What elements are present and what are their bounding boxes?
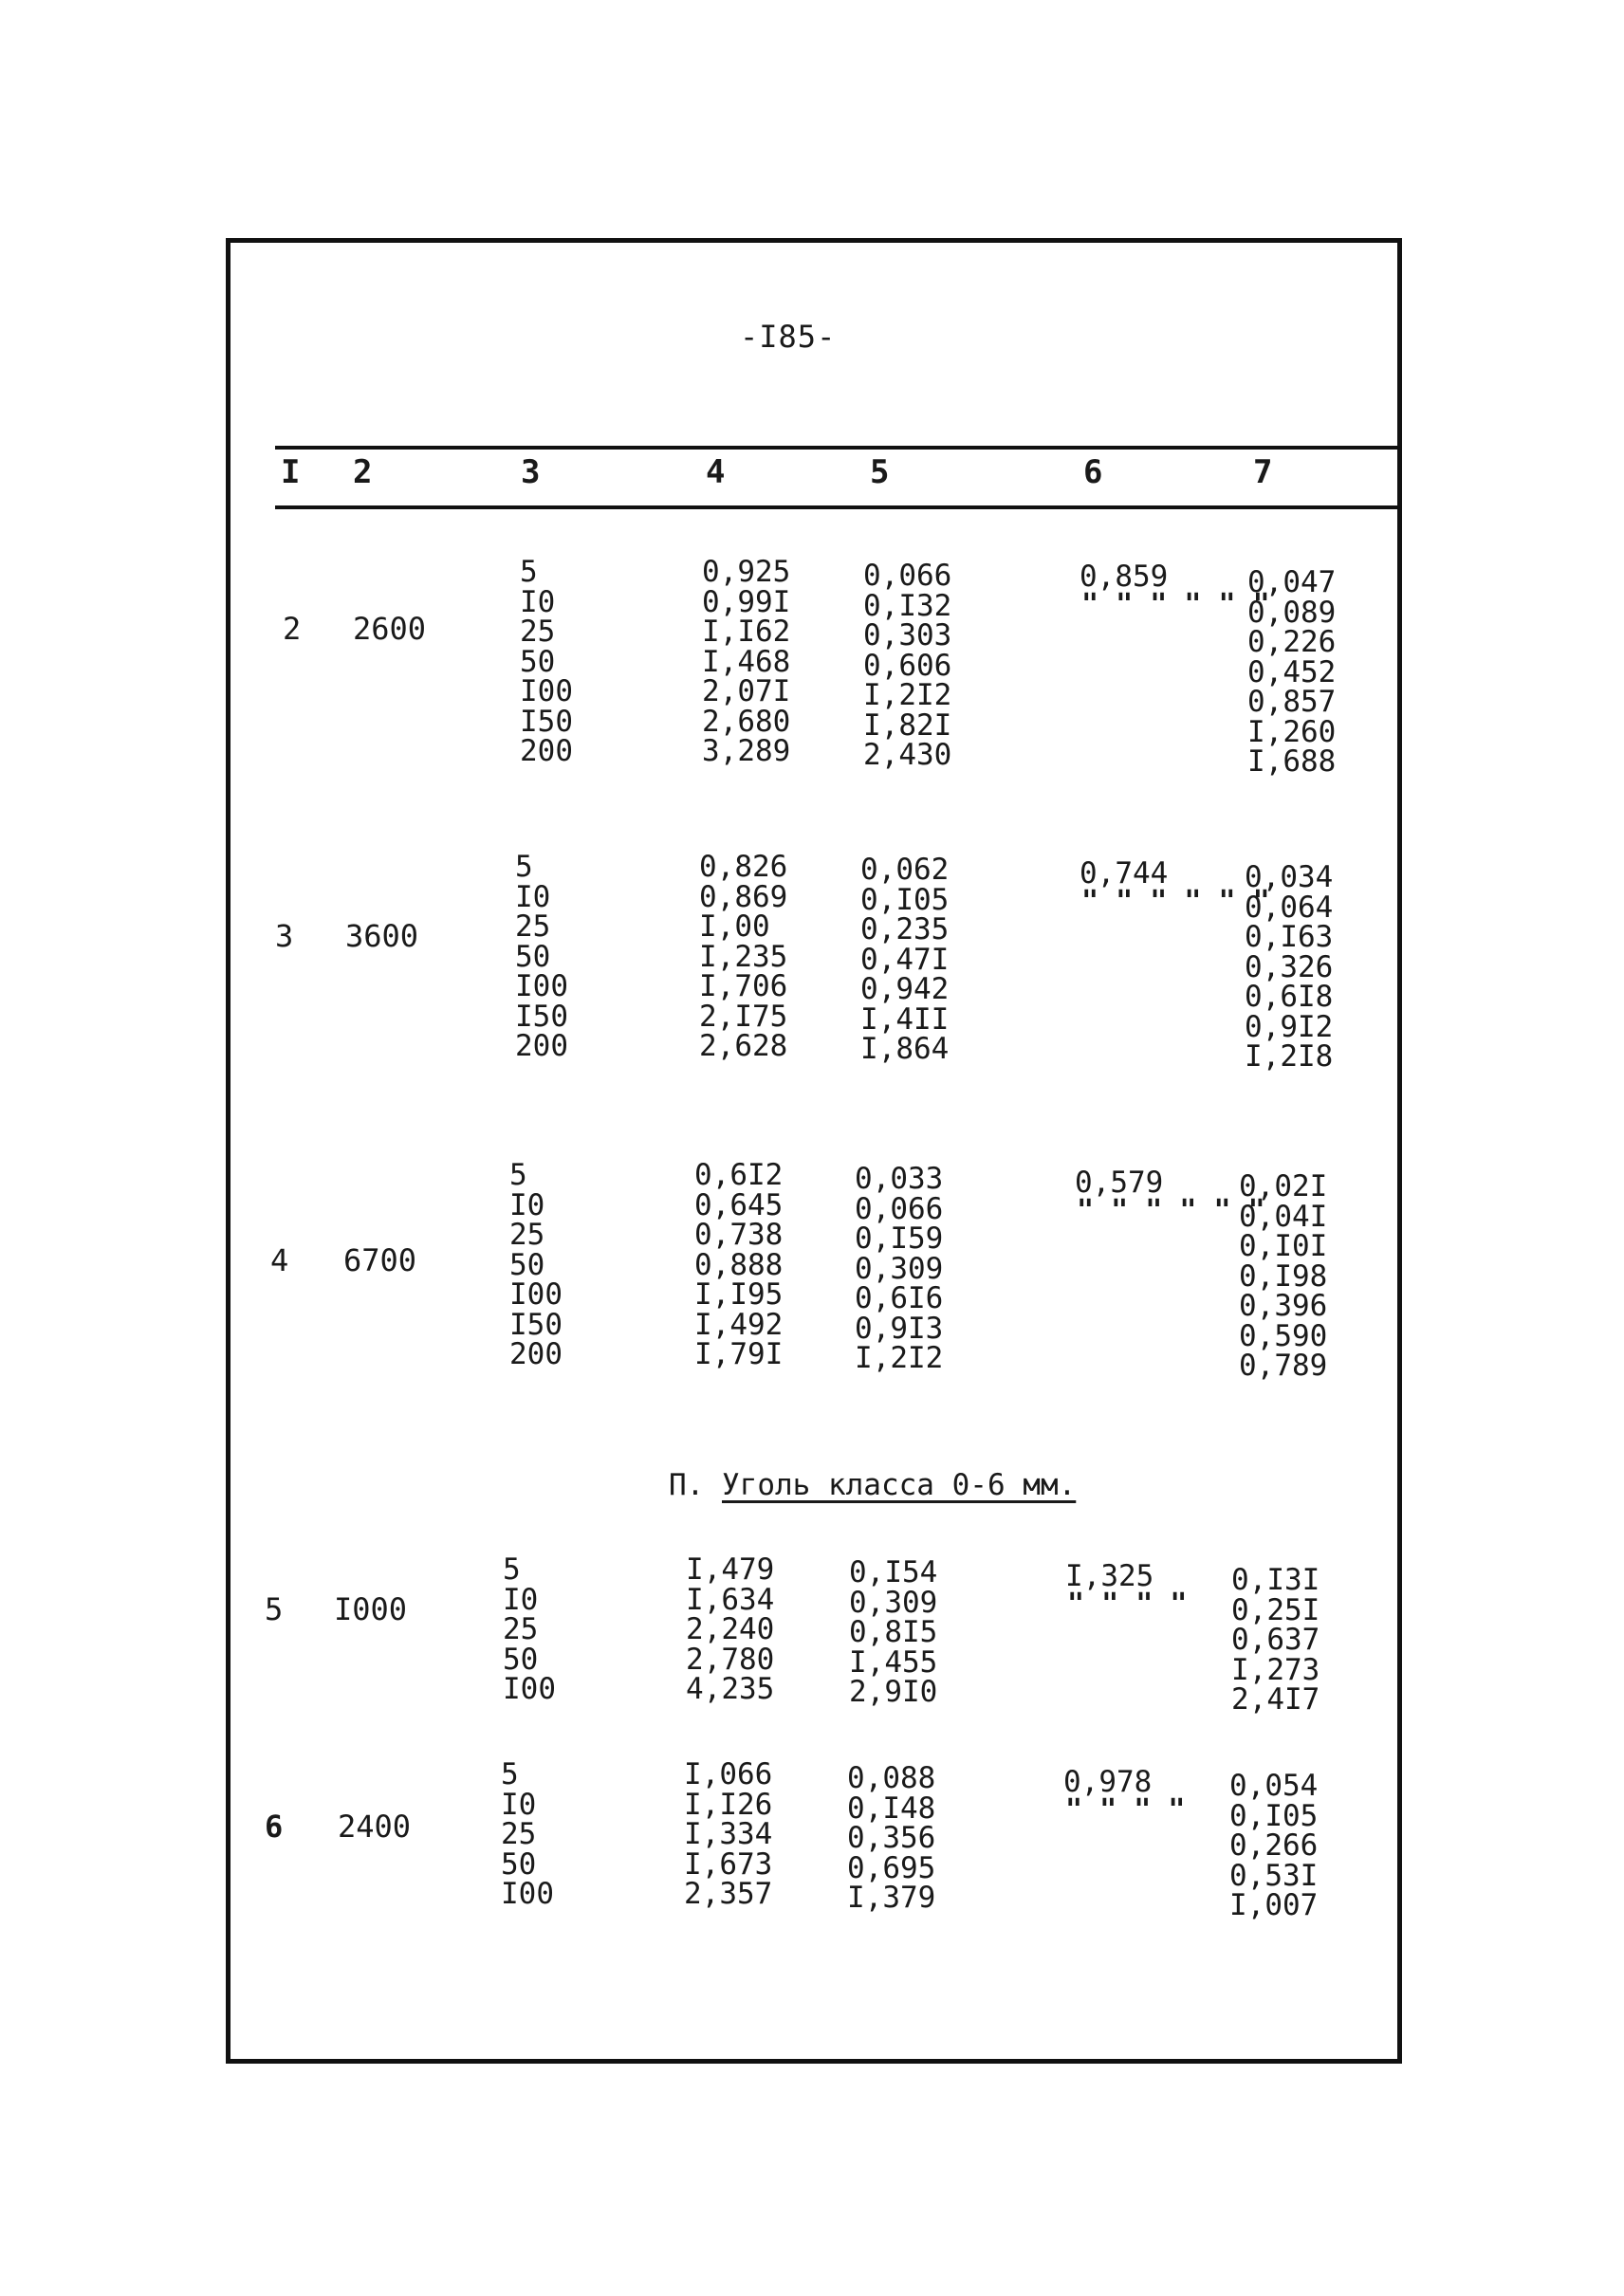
ditto-marks: " " " " " "	[1077, 1194, 1265, 1227]
column-7-values: 0,I3I 0,25I 0,637 I,273 2,4I7	[1231, 1563, 1320, 1717]
ditto-marks: " " " "	[1067, 1588, 1188, 1621]
column-header-7: 7	[1253, 453, 1273, 491]
column-4-values: 0,6I2 0,645 0,738 0,888 I,I95 I,492 I,79I	[694, 1158, 784, 1371]
row-number: 5	[265, 1591, 284, 1627]
column-5-values: 0,I54 0,309 0,8I5 I,455 2,9I0	[849, 1555, 938, 1709]
column-4-values: 0,925 0,99I I,I62 I,468 2,07I 2,680 3,289	[702, 555, 791, 768]
row-value: 6700	[343, 1242, 417, 1278]
column-5-values: 0,062 0,I05 0,235 0,47I 0,942 I,4II I,864	[860, 853, 950, 1066]
column-header-4: 4	[706, 453, 726, 491]
ditto-marks: " " " " " "	[1081, 588, 1270, 621]
column-3-values: 5 I0 25 50 I00	[501, 1757, 554, 1911]
ditto-marks: " " " "	[1065, 1793, 1186, 1827]
row-number: 2	[283, 611, 302, 647]
ditto-marks: " " " " " "	[1081, 885, 1270, 918]
row-value: I000	[334, 1591, 408, 1627]
column-header-1: I	[281, 453, 301, 491]
column-6-value: 0,978	[1063, 1765, 1153, 1799]
column-7-values: 0,047 0,089 0,226 0,452 0,857 I,260 I,688	[1247, 565, 1337, 779]
section-title	[669, 1468, 1076, 1502]
row-value: 2400	[338, 1809, 412, 1845]
row-number: 3	[275, 918, 294, 954]
column-7-values: 0,034 0,064 0,I63 0,326 0,6I8 0,9I2 I,2I8	[1245, 860, 1334, 1074]
column-4-values: I,066 I,I26 I,334 I,673 2,357	[684, 1757, 773, 1911]
row-number: 6	[265, 1809, 284, 1845]
column-header-5: 5	[870, 453, 890, 491]
column-5-values: 0,033 0,066 0,I59 0,309 0,6I6 0,9I3 I,2I2	[855, 1162, 944, 1375]
header-rule-bottom	[275, 505, 1402, 509]
column-5-values: 0,088 0,I48 0,356 0,695 I,379	[847, 1761, 936, 1915]
column-6-value: 0,744	[1080, 856, 1169, 891]
column-5-values: 0,066 0,I32 0,303 0,606 I,2I2 I,82I 2,430	[863, 559, 952, 772]
column-header-3: 3	[521, 453, 541, 491]
section-number: П.	[669, 1468, 705, 1502]
column-4-values: I,479 I,634 2,240 2,780 4,235	[686, 1552, 775, 1706]
column-header-2: 2	[353, 453, 373, 491]
column-6-value: 0,859	[1080, 560, 1169, 594]
column-6-value: I,325	[1065, 1559, 1154, 1593]
header-rule-top	[275, 446, 1402, 450]
column-6-value: 0,579	[1075, 1166, 1164, 1200]
column-3-values: 5 I0 25 50 I00 I50 200	[515, 850, 568, 1063]
row-value: 3600	[345, 918, 419, 954]
column-3-values: 5 I0 25 50 I00	[503, 1552, 556, 1706]
column-4-values: 0,826 0,869 I,00 I,235 I,706 2,I75 2,628	[699, 850, 788, 1063]
column-header-6: 6	[1083, 453, 1103, 491]
row-number: 4	[270, 1242, 289, 1278]
row-value: 2600	[353, 611, 427, 647]
column-7-values: 0,02I 0,04I 0,I0I 0,I98 0,396 0,590 0,789	[1239, 1169, 1328, 1383]
column-7-values: 0,054 0,I05 0,266 0,53I I,007	[1229, 1769, 1319, 1922]
section-heading: Уголь класса 0-6 мм.	[722, 1468, 1077, 1502]
page-number: -I85-	[740, 319, 837, 355]
table-frame	[226, 238, 1402, 2064]
column-3-values: 5 I0 25 50 I00 I50 200	[520, 555, 573, 768]
column-3-values: 5 I0 25 50 I00 I50 200	[509, 1158, 563, 1371]
